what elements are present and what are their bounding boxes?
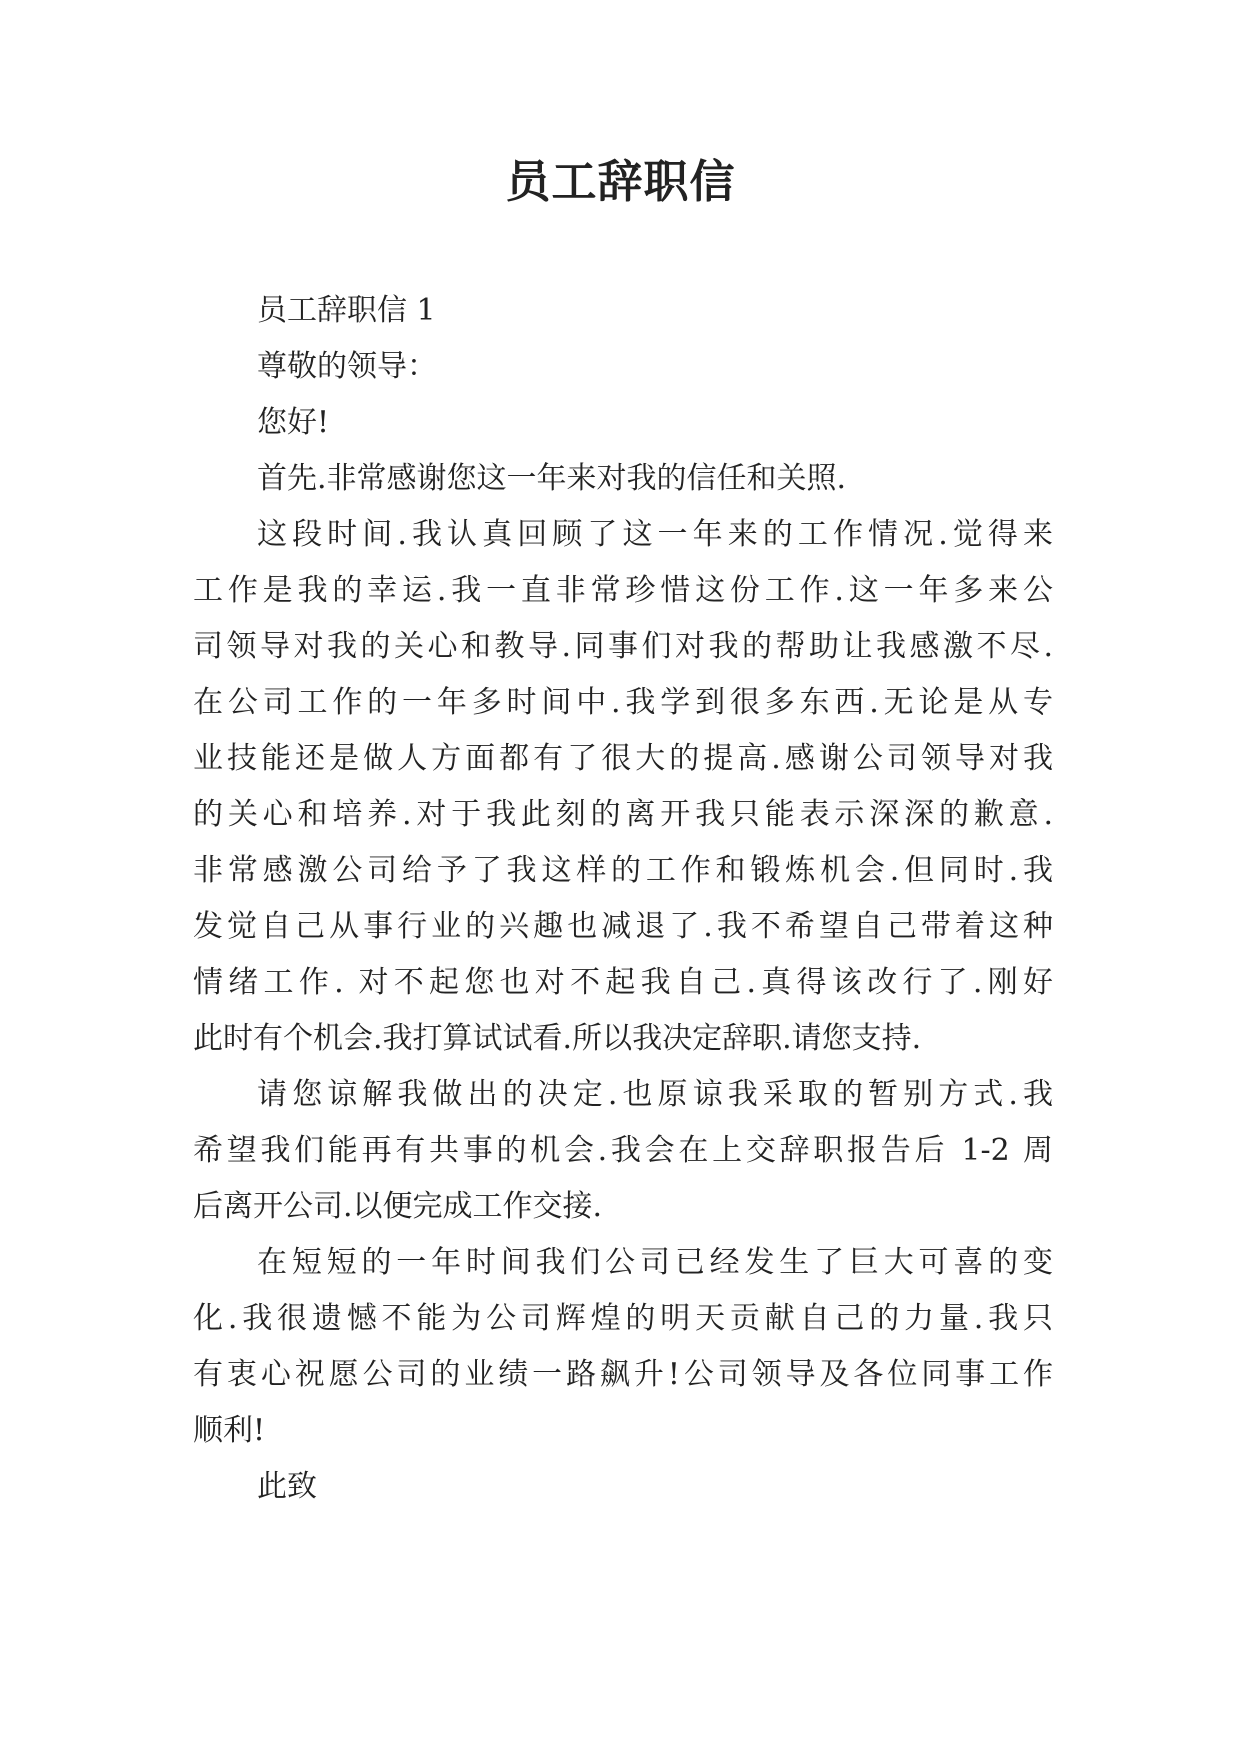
- text-line: 的关心和培养.对于我此刻的离开我只能表示深深的歉意.: [193, 797, 1053, 832]
- text-line: 化.我很遗憾不能为公司辉煌的明天贡献自己的力量.我只: [193, 1301, 1053, 1336]
- paragraph-wishes: [193, 1235, 1053, 1459]
- paragraph-reflection: [193, 507, 1053, 1067]
- text-line: 希望我们能再有共事的机会.我会在上交辞职报告后 1-2 周: [193, 1133, 1053, 1168]
- text-line: 工作是我的幸运.我一直非常珍惜这份工作.这一年多来公: [193, 573, 1053, 608]
- paragraph-request: [193, 1067, 1053, 1235]
- text-line: 非常感激公司给予了我这样的工作和锻炼机会.但同时.我: [193, 853, 1053, 888]
- text-line: 后离开公司.以便完成工作交接.: [193, 1189, 603, 1224]
- letter-heading: 员工辞职信 1: [257, 293, 436, 328]
- document-body: [193, 283, 1053, 1515]
- text-line: 有衷心祝愿公司的业绩一路飙升!公司领导及各位同事工作: [193, 1357, 1053, 1392]
- letter-closing: 此致: [257, 1469, 317, 1504]
- text-line: 这段时间.我认真回顾了这一年来的工作情况.觉得来: [257, 517, 1053, 552]
- letter-intro: 首先.非常感谢您这一年来对我的信任和关照.: [257, 461, 847, 496]
- text-line: 请您谅解我做出的决定.也原谅我采取的暂别方式.我: [257, 1077, 1053, 1112]
- text-line: 顺利!: [193, 1413, 266, 1448]
- letter-greeting: 您好!: [257, 405, 330, 440]
- text-line: 发觉自己从事行业的兴趣也减退了.我不希望自己带着这种: [193, 909, 1053, 944]
- text-line: 在公司工作的一年多时间中.我学到很多东西.无论是从专: [193, 685, 1053, 720]
- document-title: 员工辞职信: [505, 155, 736, 208]
- text-line: 在短短的一年时间我们公司已经发生了巨大可喜的变: [257, 1245, 1053, 1280]
- text-line: 此时有个机会.我打算试试看.所以我决定辞职.请您支持.: [193, 1021, 922, 1056]
- text-line: 情绪工作. 对不起您也对不起我自己.真得该改行了.刚好: [193, 965, 1053, 1000]
- letter-salutation: 尊敬的领导：: [257, 349, 437, 384]
- text-line: 司领导对我的关心和教导.同事们对我的帮助让我感激不尽.: [193, 629, 1053, 664]
- text-line: 业技能还是做人方面都有了很大的提高.感谢公司领导对我: [193, 741, 1053, 776]
